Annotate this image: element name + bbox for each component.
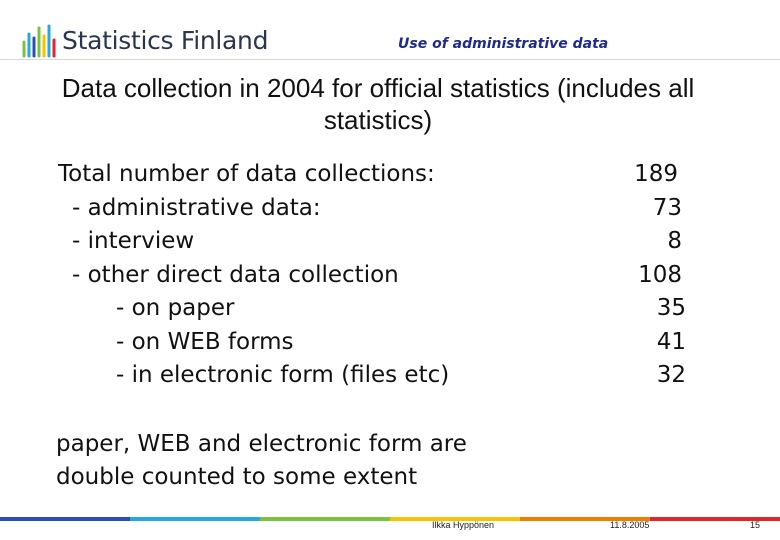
- footer-bar-segment: [0, 517, 130, 521]
- stats-label: - on WEB forms: [116, 328, 294, 355]
- footer-page-number: 15: [750, 520, 761, 530]
- stats-list: [58, 158, 698, 393]
- note-line: paper, WEB and electronic form are: [56, 431, 467, 457]
- footer-date: 11.8.2005: [610, 520, 650, 530]
- stats-row-paper: [58, 292, 698, 326]
- stats-label: - in electronic form (files etc): [116, 362, 450, 388]
- stats-value: 73: [652, 194, 682, 221]
- stats-value: 108: [638, 261, 682, 288]
- stats-row-web-forms: [58, 326, 698, 360]
- stats-value: 8: [667, 228, 682, 254]
- stats-value: 35: [656, 295, 686, 321]
- stats-row-administrative: [58, 192, 698, 226]
- header-divider: [0, 59, 780, 60]
- stats-label: - on paper: [116, 295, 235, 321]
- stats-label: - administrative data:: [72, 194, 321, 221]
- footer-color-bar: [0, 517, 780, 521]
- stats-row-other-direct: [58, 259, 698, 293]
- logo-text: Statistics Finland: [62, 26, 269, 55]
- stats-row-electronic: [58, 359, 698, 393]
- footer-bar-segment: [650, 517, 780, 521]
- footer-bar-segment: [130, 517, 260, 521]
- header-subtitle: Use of administrative data: [398, 36, 609, 52]
- stats-row-interview: [58, 225, 698, 259]
- note-line: double counted to some extent: [56, 464, 418, 490]
- stats-label: - other direct data collection: [72, 261, 399, 288]
- page-title: Data collection in 2004 for official statistics (includes all statistics): [61, 73, 695, 135]
- footer-author: Ilkka Hyppönen: [432, 520, 495, 530]
- stats-row-total: [58, 158, 698, 192]
- stats-value: 189: [634, 161, 678, 187]
- stats-label: - interview: [72, 228, 195, 254]
- stats-value: 41: [656, 328, 686, 355]
- footer-bar-segment: [260, 517, 390, 521]
- logo-bars-icon: [20, 22, 60, 62]
- stats-label: Total number of data collections:: [58, 161, 435, 187]
- double-count-note: [56, 428, 467, 494]
- stats-value: 32: [656, 362, 686, 388]
